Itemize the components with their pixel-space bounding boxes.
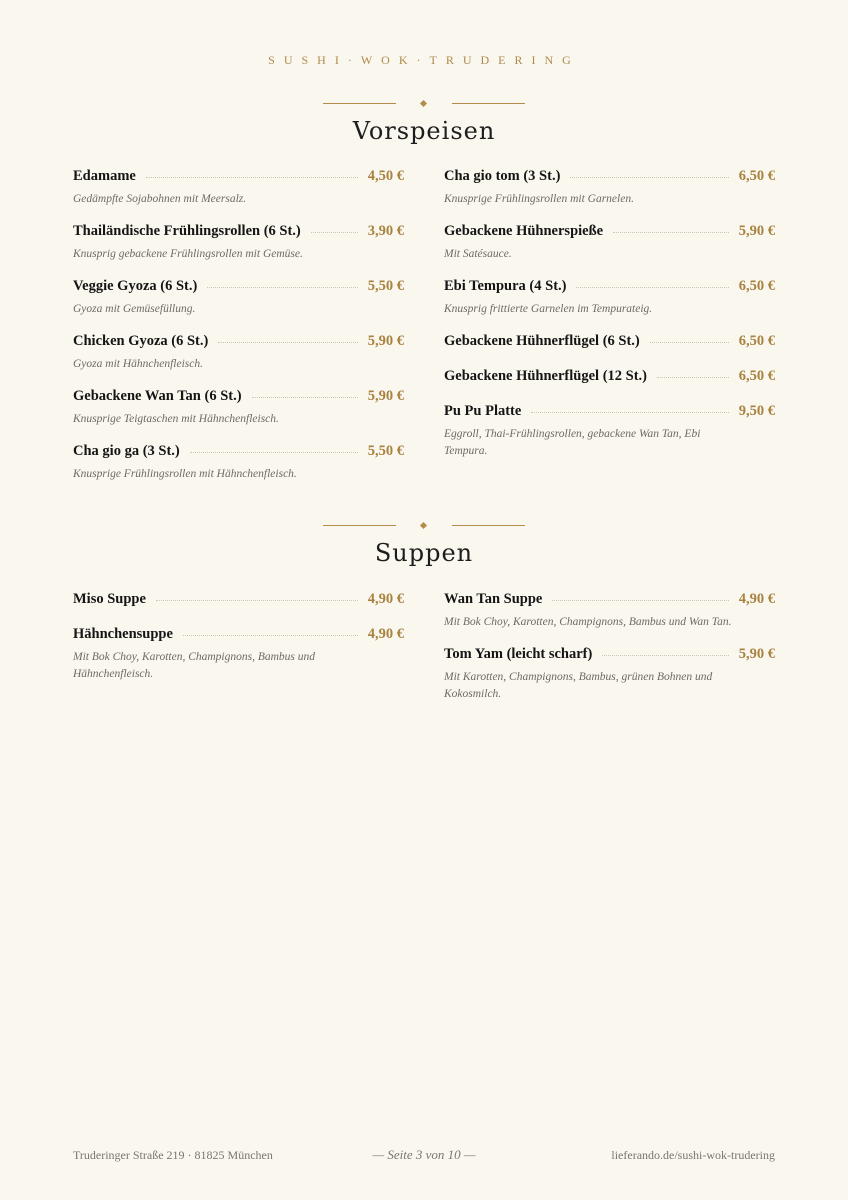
menu-item — [73, 626, 404, 696]
item-description: Gyoza mit Gemüsefüllung. — [73, 303, 196, 315]
item-name: Gebackene Wan Tan (6 St.) — [73, 388, 242, 404]
item-description: Knusprig gebackene Frühlingsrollen mit Gemüse. — [73, 248, 303, 260]
item-name: Thailändische Frühlingsrollen (6 St.) — [73, 223, 301, 239]
item-description: Mit Bok Choy, Karotten, Champignons, Bambus und Hähnchenfleisch. — [73, 651, 316, 680]
item-name: Pu Pu Platte — [444, 403, 522, 419]
item-description: Knusprig frittierte Garnelen im Tempurateig. — [444, 303, 653, 315]
item-price: 5,50 € — [367, 443, 404, 459]
item-name: Ebi Tempura (4 St.) — [444, 278, 567, 294]
item-price: 6,50 € — [738, 278, 775, 294]
menu-item — [444, 223, 775, 278]
item-price: 3,90 € — [367, 223, 404, 239]
menu-item — [444, 646, 775, 716]
item-description: Eggroll, Thai-Frühlingsrollen, gebackene Wan Tan, Ebi Tempura. — [444, 428, 701, 457]
menu-item — [444, 278, 775, 333]
menu-item — [444, 368, 775, 403]
menu-item — [73, 168, 404, 223]
item-description: Gedämpfte Sojabohnen mit Meersalz. — [73, 193, 247, 205]
menu-column-left — [73, 168, 404, 498]
item-price: 5,90 € — [367, 388, 404, 404]
menu-column-left — [73, 591, 404, 696]
diamond-ornament-icon — [420, 522, 427, 529]
menu-item — [444, 333, 775, 368]
menu-item — [444, 591, 775, 646]
menu-item — [444, 168, 775, 223]
menu-item — [73, 223, 404, 278]
item-name: Chicken Gyoza (6 St.) — [73, 333, 209, 349]
item-price: 6,50 € — [738, 333, 775, 349]
item-description: Gyoza mit Hähnchenfleisch. — [73, 358, 203, 370]
item-name: Miso Suppe — [73, 591, 146, 607]
menu-column-right — [444, 591, 775, 716]
item-price: 6,50 € — [738, 168, 775, 184]
item-description: Knusprige Teigtaschen mit Hähnchenfleisch. — [73, 413, 279, 425]
menu-column-right — [444, 168, 775, 473]
diamond-ornament-icon — [420, 100, 427, 107]
footer-page-number: — Seite 3 von 10 — — [372, 1147, 476, 1162]
section-title-vorspeisen: Vorspeisen — [352, 117, 496, 145]
item-price: 4,50 € — [367, 168, 404, 184]
item-name: Cha gio tom (3 St.) — [444, 168, 561, 184]
item-price: 4,90 € — [367, 591, 404, 607]
item-name: Wan Tan Suppe — [444, 591, 543, 607]
menu-item — [73, 443, 404, 498]
menu-item — [444, 403, 775, 473]
item-price: 9,50 € — [738, 403, 775, 419]
menu-item — [73, 333, 404, 388]
item-name: Cha gio ga (3 St.) — [73, 443, 180, 459]
item-price: 5,90 € — [367, 333, 404, 349]
section-title-suppen: Suppen — [374, 539, 474, 567]
item-price: 4,90 € — [367, 626, 404, 642]
restaurant-brand: SUSHI·WOK·TRUDERING — [268, 53, 580, 67]
item-name: Gebackene Hühnerflügel (6 St.) — [444, 333, 640, 349]
item-name: Tom Yam (leicht scharf) — [444, 646, 593, 662]
item-price: 5,90 € — [738, 223, 775, 239]
footer-address: Truderinger Straße 219 · 81825 München — [73, 1148, 273, 1162]
item-description: Mit Karotten, Champignons, Bambus, grünen Bohnen und Kokosmilch. — [444, 671, 713, 700]
item-price: 5,90 € — [738, 646, 775, 662]
item-name: Hähnchensuppe — [73, 626, 173, 642]
item-name: Edamame — [73, 168, 136, 184]
menu-item — [73, 388, 404, 443]
item-price: 6,50 € — [738, 368, 775, 384]
item-description: Mit Satésauce. — [444, 248, 512, 260]
section-divider — [323, 521, 525, 531]
item-description: Mit Bok Choy, Karotten, Champignons, Bambus und Wan Tan. — [444, 616, 732, 628]
section-divider — [323, 99, 525, 109]
item-name: Veggie Gyoza (6 St.) — [73, 278, 198, 294]
item-description: Knusprige Frühlingsrollen mit Hähnchenfleisch. — [73, 468, 297, 480]
item-name: Gebackene Hühnerspieße — [444, 223, 604, 239]
item-description: Knusprige Frühlingsrollen mit Garnelen. — [444, 193, 634, 205]
footer-url: lieferando.de/sushi-wok-trudering — [611, 1148, 775, 1162]
item-name: Gebackene Hühnerflügel (12 St.) — [444, 368, 647, 384]
item-price: 5,50 € — [367, 278, 404, 294]
item-price: 4,90 € — [738, 591, 775, 607]
menu-item — [73, 278, 404, 333]
menu-item — [73, 591, 404, 626]
